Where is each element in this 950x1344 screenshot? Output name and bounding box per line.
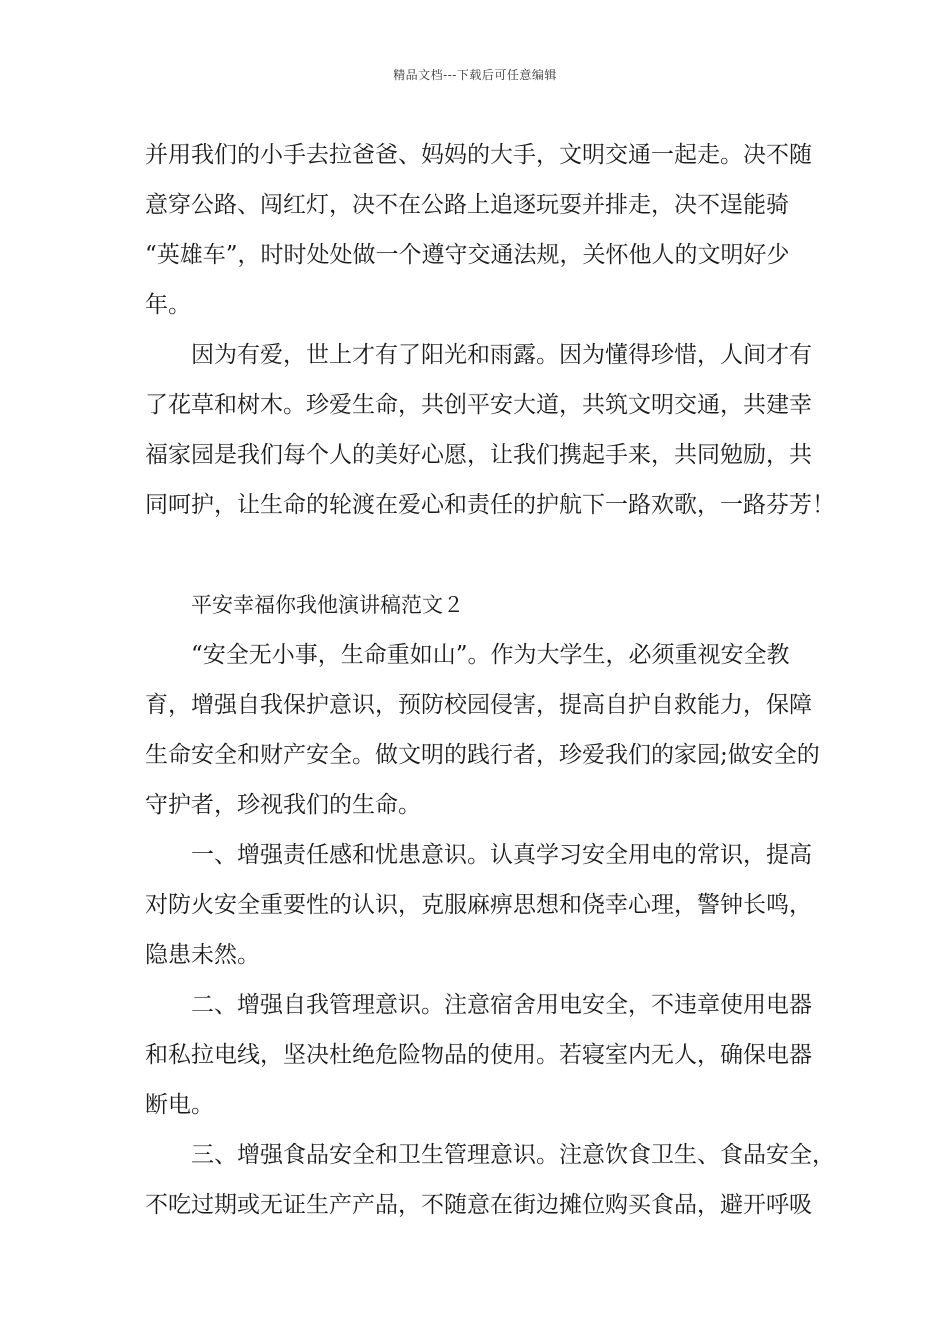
section-paragraph-3 <box>145 980 825 1130</box>
paragraph-line: 一、增强责任感和忧患意识。认真学习安全用电的常识，提高 <box>191 842 812 868</box>
paragraph-line: 意穿公路、闯红灯，决不在公路上追逐玩耍并排走，决不逞能骑 <box>145 192 789 218</box>
paragraph-line: 二、增强自我管理意识。注意宿舍用电安全，不违章使用电器 <box>191 992 812 1018</box>
paragraph-line: 不吃过期或无证生产产品，不随意在街边摊位购买食品，避开呼吸 <box>145 1192 812 1218</box>
paragraph-line: 对防火安全重要性的认识，克服麻痹思想和侥幸心理，警钟长鸣， <box>145 892 812 918</box>
paragraph-line: 并用我们的小手去拉爸爸、妈妈的大手，文明交通一起走。决不随 <box>145 142 812 168</box>
paragraph-line: 同呵护，让生命的轮渡在爱心和责任的护航下一路欢歌，一路芬芳！ <box>145 492 835 518</box>
paragraph-line: 福家园是我们每个人的美好心愿，让我们携起手来，共同勉励，共 <box>145 442 812 468</box>
section-paragraph-1 <box>145 630 825 830</box>
document-body <box>145 130 835 1230</box>
section-paragraph-2 <box>145 830 825 980</box>
section-title: 平安幸福你我他演讲稿范文２ <box>191 593 464 617</box>
paragraph-line: 生命安全和财产安全。做文明的践行者，珍爱我们的家园;做安全的 <box>145 742 820 768</box>
paragraph-line: 了花草和树木。珍爱生命，共创平安大道，共筑文明交通，共建幸 <box>145 392 812 418</box>
paragraph-1 <box>145 130 825 330</box>
paragraph-line: 年。 <box>145 292 191 318</box>
paragraph-line: 守护者，珍视我们的生命。 <box>145 792 421 818</box>
paragraph-line: 育，增强自我保护意识，预防校园侵害，提高自护自救能力，保障 <box>145 692 812 718</box>
section-paragraph-4 <box>145 1130 835 1230</box>
blank-line <box>145 530 825 580</box>
page-header: 精品文档---下载后可任意编辑 <box>393 68 557 82</box>
paragraph-line: 隐患未然。 <box>145 942 260 968</box>
paragraph-line: 三、增强食品安全和卫生管理意识。注意饮食卫生、食品安全， <box>191 1142 835 1168</box>
paragraph-2 <box>145 330 835 530</box>
paragraph-line: “英雄车”，时时处处做一个遵守交通法规，关怀他人的文明好少 <box>145 242 790 268</box>
paragraph-line: 断电。 <box>145 1092 214 1118</box>
paragraph-line: 和私拉电线，坚决杜绝危险物品的使用。若寝室内无人，确保电器 <box>145 1042 812 1068</box>
paragraph-line: “安全无小事，生命重如山”。作为大学生，必须重视安全教 <box>191 642 790 668</box>
paragraph-line: 因为有爱，世上才有了阳光和雨露。因为懂得珍惜，人间才有 <box>191 342 812 368</box>
